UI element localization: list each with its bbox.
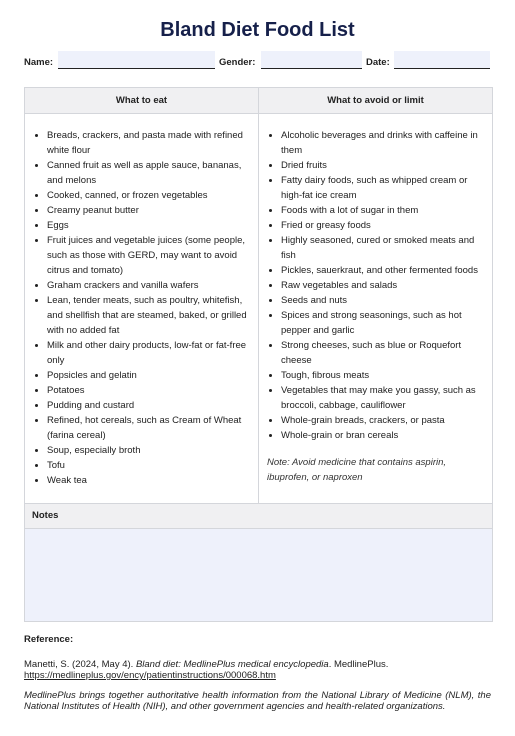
- avoid-item: • Highly seasoned, cured or smoked meats and fish: [281, 233, 484, 263]
- avoid-item: • Pickles, sauerkraut, and other fermented foods: [281, 263, 484, 278]
- gender-field[interactable]: [261, 51, 362, 69]
- eat-list: [33, 128, 250, 488]
- medicine-note: Note: Avoid medicine that contains aspirin, ibuprofen, or naproxen: [267, 457, 447, 483]
- document-title: Bland Diet Food List: [160, 19, 355, 41]
- eat-item: • Eggs: [47, 218, 250, 233]
- eat-item: • Weak tea: [47, 473, 250, 488]
- avoid-item: • Fried or greasy foods: [281, 218, 484, 233]
- food-list-table: [24, 87, 493, 622]
- date-label: Date:: [366, 57, 390, 68]
- medlineplus-description: MedlinePlus brings together authoritative health information from the National Library of Medicine (NLM), the National Institutes of Health (NIH), and other government agencies and health-related organizations.: [24, 690, 491, 712]
- eat-item: • Creamy peanut butter: [47, 203, 250, 218]
- avoid-item: • Vegetables that may make you gassy, such as broccoli, cabbage, cauliflower: [281, 383, 484, 413]
- citation-link[interactable]: https://medlineplus.gov/ency/patientinstructions/000068.htm: [24, 670, 276, 681]
- eat-item: • Soup, especially broth: [47, 443, 250, 458]
- eat-item: • Milk and other dairy products, low-fat or fat-free only: [47, 338, 250, 368]
- avoid-item: • Alcoholic beverages and drinks with caffeine in them: [281, 128, 484, 158]
- avoid-item: • Dried fruits: [281, 158, 484, 173]
- eat-item: • Fruit juices and vegetable juices (some people, such as those with GERD, may want to avoid citrus and tomato): [47, 233, 250, 278]
- reference-citation: [24, 659, 491, 681]
- reference-heading: Reference:: [24, 634, 74, 645]
- avoid-item: • Whole-grain breads, crackers, or pasta: [281, 413, 484, 428]
- notes-header: Notes: [25, 503, 492, 529]
- eat-item: • Lean, tender meats, such as poultry, whitefish, and shellfish that are steamed, baked, or grilled with no added fat: [47, 293, 250, 338]
- eat-item: • Tofu: [47, 458, 250, 473]
- eat-item: • Potatoes: [47, 383, 250, 398]
- eat-column: [25, 114, 258, 503]
- date-field[interactable]: [394, 51, 490, 69]
- name-field[interactable]: [58, 51, 215, 69]
- eat-item: • Pudding and custard: [47, 398, 250, 413]
- citation-authors: Manetti, S. (2024, May 4).: [24, 659, 136, 670]
- avoid-item: • Spices and strong seasonings, such as hot pepper and garlic: [281, 308, 484, 338]
- eat-item: • Canned fruit as well as apple sauce, bananas, and melons: [47, 158, 250, 188]
- avoid-column-header: What to avoid or limit: [258, 88, 492, 113]
- reference-section: [24, 634, 491, 712]
- avoid-item: • Tough, fibrous meats: [281, 368, 484, 383]
- eat-item: • Refined, hot cereals, such as Cream of Wheat (farina cereal): [47, 413, 250, 443]
- eat-item: • Breads, crackers, and pasta made with refined white flour: [47, 128, 250, 158]
- eat-item: • Graham crackers and vanilla wafers: [47, 278, 250, 293]
- eat-item: • Popsicles and gelatin: [47, 368, 250, 383]
- name-label: Name:: [24, 57, 54, 68]
- gender-label: Gender:: [219, 57, 256, 68]
- avoid-item: • Whole-grain or bran cereals: [281, 428, 484, 443]
- eat-item: • Cooked, canned, or frozen vegetables: [47, 188, 250, 203]
- avoid-item: • Foods with a lot of sugar in them: [281, 203, 484, 218]
- avoid-list: [267, 128, 484, 443]
- citation-title: Bland diet: MedlinePlus medical encyclopedia: [135, 659, 329, 670]
- avoid-item: • Strong cheeses, such as blue or Roquefort cheese: [281, 338, 484, 368]
- table-body-row: [25, 114, 492, 503]
- avoid-item: • Seeds and nuts: [281, 293, 484, 308]
- notes-field[interactable]: [25, 529, 492, 621]
- avoid-item: • Raw vegetables and salads: [281, 278, 484, 293]
- table-header-row: [25, 88, 492, 114]
- avoid-column: [258, 114, 492, 503]
- eat-column-header: What to eat: [115, 95, 168, 106]
- citation-publisher: . MedlinePlus.: [328, 659, 389, 670]
- avoid-item: • Fatty dairy foods, such as whipped cream or high-fat ice cream: [281, 173, 484, 203]
